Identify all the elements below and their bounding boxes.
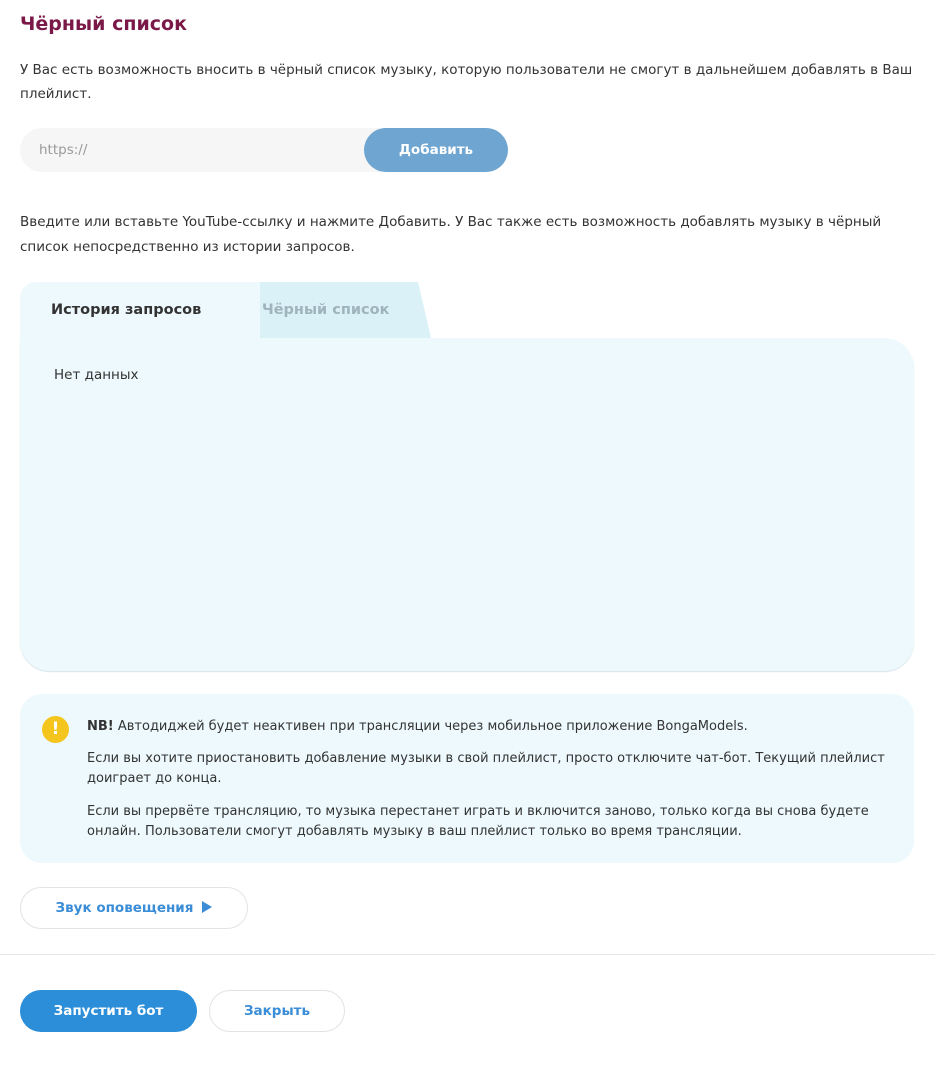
footer-divider: [0, 954, 935, 955]
empty-state-text: Нет данных: [54, 367, 139, 383]
tab-history-label: История запросов: [51, 302, 202, 318]
tab-history[interactable]: [20, 282, 260, 339]
notification-sound-button[interactable]: [20, 887, 248, 929]
tab-blacklist[interactable]: [230, 282, 432, 338]
history-panel: [20, 338, 914, 671]
nb-label: NB!: [87, 719, 114, 734]
close-button[interactable]: Закрыть: [209, 990, 345, 1032]
play-icon: [202, 901, 212, 913]
url-form: [20, 128, 508, 172]
hint-text: Введите или вставьте YouTube-ссылку и нажмите Добавить. У Вас также есть возможность добавлять музыку в чёрный список непосредственно из истории запросов.: [20, 214, 882, 255]
intro-text: У Вас есть возможность вносить в чёрный список музыку, которую пользователи не смогут в дальнейшем добавлять в Ваш плейлист.: [20, 62, 913, 102]
notice-line-2: Если вы хотите приостановить добавление музыки в свой плейлист, просто отключите чат-бот. Текущий плейлист доиграет до конца.: [87, 751, 885, 786]
notice-line-1-text: Автодиджей будет неактивен при трансляции через мобильное приложение BongaModels.: [117, 719, 748, 734]
notice-line-3: Если вы прервёте трансляцию, то музыка перестанет играть и включится заново, только когда вы снова будете онлайн. Пользователи смогут добавлять музыку в ваш плейлист только во время трансляции.: [87, 804, 869, 839]
exclamation-icon: !: [42, 716, 69, 743]
notification-sound-label: Звук оповещения: [55, 900, 194, 916]
notice-line-1: [87, 717, 887, 737]
tabs: [20, 282, 440, 338]
add-button[interactable]: Добавить: [364, 128, 508, 172]
url-input[interactable]: [20, 128, 400, 172]
page-title: Чёрный список: [20, 13, 187, 35]
start-bot-button[interactable]: Запустить бот: [20, 990, 197, 1032]
tab-blacklist-label: Чёрный список: [262, 302, 390, 318]
notice-box: [20, 694, 914, 863]
